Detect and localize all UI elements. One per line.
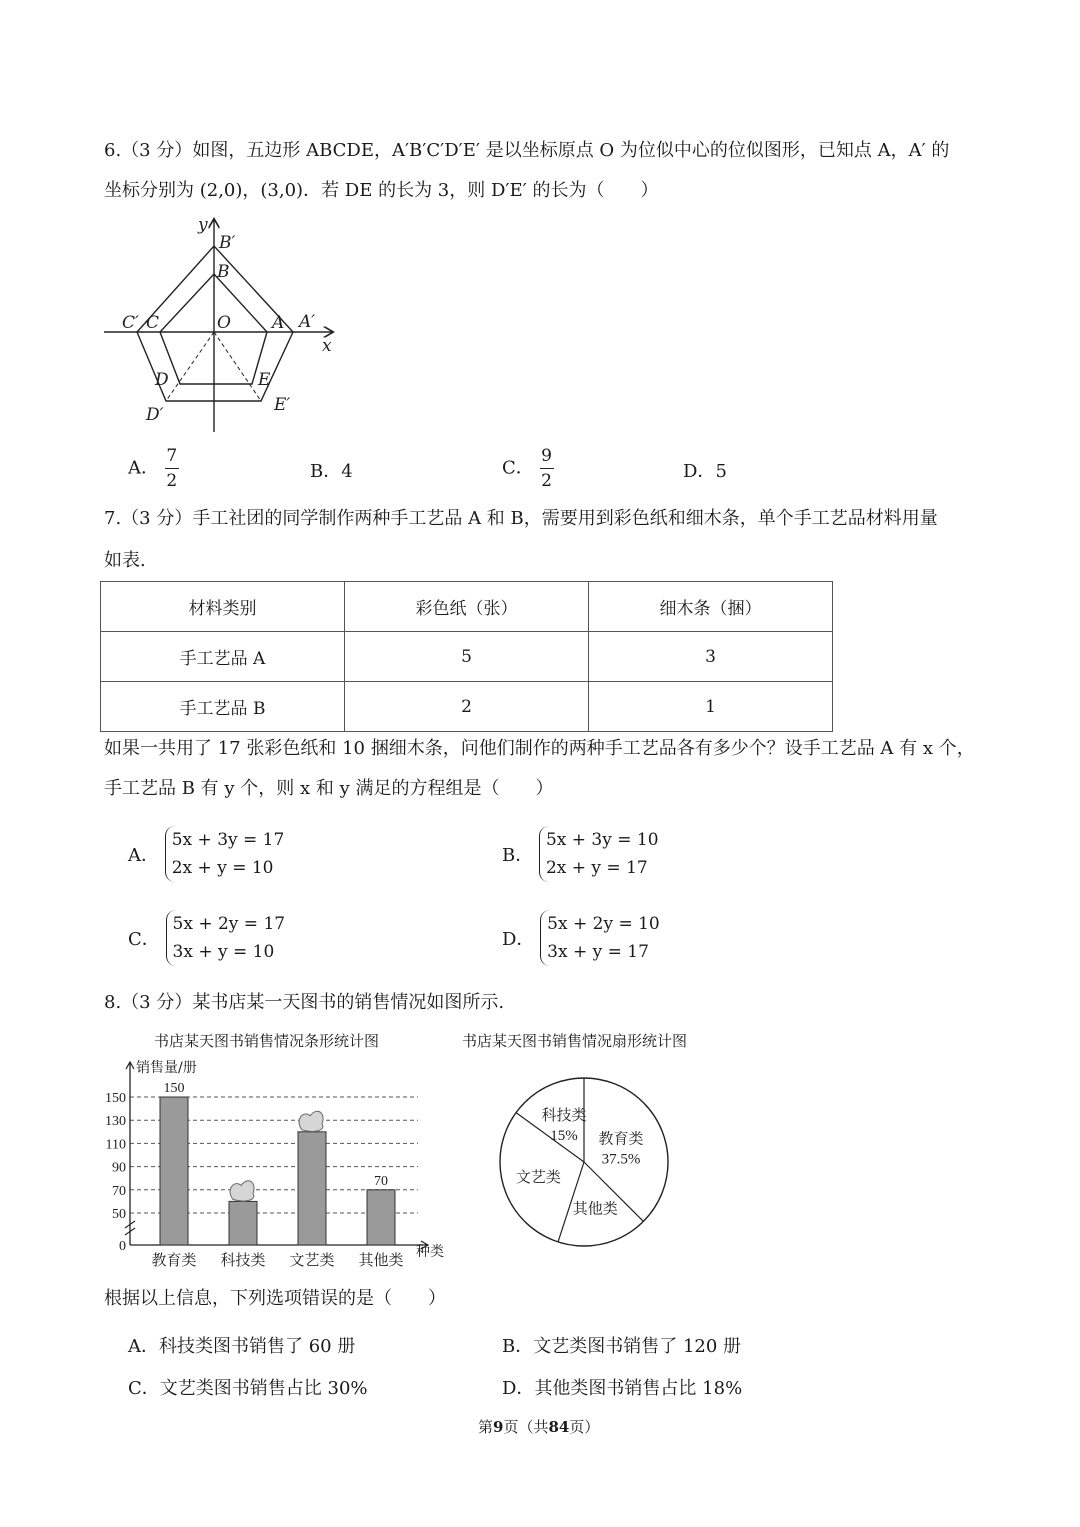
bar-3 [298,1132,326,1245]
bar-chart-xlabel: 种类 [416,1244,444,1260]
category-label: 教育类 [151,1251,197,1269]
equation-system: 5x + 2y = 10 3x + y = 17 [540,910,660,966]
pie-chart [480,1062,720,1262]
table-row [101,632,833,682]
table-header: 材料类别 [101,582,345,632]
ray-oe [214,332,261,401]
pie-slice-label: 教育类 [598,1129,644,1148]
label-a-prime: A′ [299,312,316,332]
y-tick-label: 0 [119,1239,126,1254]
ink-blot [230,1181,254,1201]
q6-option-a[interactable] [128,446,179,491]
label-o: O [217,313,231,333]
y-tick-label: 50 [112,1207,126,1222]
bar-chart-ylabel: 销售量/册 [136,1060,197,1076]
bar-4 [367,1190,395,1245]
label-c-prime: C′ [122,313,139,333]
table-cell: 5 [345,632,589,682]
table-cell: 手工艺品 A [101,632,345,682]
q6-stem-line1: 6.（3 分）如图，五边形 ABCDE，A′B′C′D′E′ 是以坐标原点 O 为位似中心的位似图形，已知点 A，A′ 的 [104,140,950,161]
y-tick-label: 150 [105,1091,126,1106]
pie-slice-label: 其他类 [572,1199,618,1218]
table-header-row [101,582,833,632]
category-label: 其他类 [358,1251,404,1269]
q7-stem-line2: 如表. [104,550,146,571]
pie-slice-percent: 15% [550,1127,578,1144]
pie-slice-label: 文艺类 [515,1167,561,1186]
q7-text-line1: 如果一共用了 17 张彩色纸和 10 捆细木条，问他们制作的两种手工艺品各有多少个？设手工艺品 A 有 x 个， [104,738,975,759]
label-d-prime: D′ [146,405,164,425]
pie-chart-title: 书店某天图书销售情况扇形统计图 [462,1032,688,1050]
bar-chart-title: 书店某天图书销售情况条形统计图 [154,1032,380,1050]
table-cell: 3 [589,632,833,682]
table-cell: 1 [589,682,833,732]
bar-value-label: 150 [163,1081,185,1096]
q6-option-b[interactable]: B．4 [310,461,353,482]
equation-system: 5x + 2y = 17 3x + y = 10 [166,910,286,966]
y-tick-label: 90 [112,1160,126,1176]
table-row [101,682,833,732]
q7-option-a[interactable]: A． 5x + 3y = 17 2x + y = 10 [128,826,284,882]
pie-slice-label: 科技类 [541,1105,587,1124]
pie-slice-percent: 37.5% [601,1151,641,1168]
ink-blot [299,1111,323,1131]
page-footer: 第9页（共84页） [478,1418,600,1436]
label-e: E [258,370,271,390]
q8-question: 根据以上信息，下列选项错误的是（ ） [104,1288,446,1309]
q6-option-a-fraction: $\frac{7}{2}$ [166,446,178,491]
footer-total-pages: 84 [548,1418,570,1436]
bar-2 [229,1201,257,1245]
q7-option-c[interactable]: C． 5x + 2y = 17 3x + y = 10 [128,910,285,966]
q6-option-a-letter: A． [128,457,159,479]
label-a: A [272,313,285,333]
q6-stem-line2: 坐标分别为 (2,0)，(3,0)．若 DE 的长为 3，则 D′E′ 的长为（ ） [104,180,659,201]
y-tick-label: 130 [105,1114,126,1130]
label-e-prime: E′ [274,395,291,415]
bar-value-label: 70 [374,1173,388,1189]
q6-option-c-fraction: $\frac{9}{2}$ [541,446,552,491]
q8-stem: 8.（3 分）某书店某一天图书的销售情况如图所示. [104,992,505,1013]
q7-option-d[interactable]: D． 5x + 2y = 10 3x + y = 17 [502,910,660,966]
q8-option-d[interactable]: D．其他类图书销售占比 18% [502,1378,743,1399]
q6-option-d[interactable]: D．5 [683,461,727,482]
q8-option-a[interactable]: A．科技类图书销售了 60 册 [128,1336,356,1357]
equation-system: 5x + 3y = 10 2x + y = 17 [539,826,659,882]
q6-option-c[interactable] [502,446,554,491]
label-b-prime: B′ [219,233,236,253]
q7-text-line2: 手工艺品 B 有 y 个，则 x 和 y 满足的方程组是（ ） [104,778,554,799]
label-b: B [217,262,230,282]
q7-option-b[interactable]: B． 5x + 3y = 10 2x + y = 17 [502,826,659,882]
y-tick-label: 110 [105,1137,126,1153]
footer-page-number: 9 [493,1418,504,1436]
y-tick-label: 70 [112,1183,126,1199]
table-header: 细木条（捆） [589,582,833,632]
label-d: D [155,370,169,390]
bar-1 [160,1097,188,1245]
category-label: 科技类 [220,1251,266,1269]
q6-option-c-letter: C． [502,457,534,479]
q7-material-table [100,581,833,732]
q7-stem-line1: 7.（3 分）手工社团的同学制作两种手工艺品 A 和 B，需要用到彩色纸和细木条，单个手工艺品材料用量 [104,508,938,529]
label-y: y [198,215,208,235]
table-cell: 2 [345,682,589,732]
table-header: 彩色纸（张） [345,582,589,632]
equation-system: 5x + 3y = 17 2x + y = 10 [165,826,285,882]
label-x: x [322,336,332,356]
category-label: 文艺类 [289,1251,335,1269]
label-c: C [146,313,160,333]
bar-chart [100,1050,460,1280]
q8-option-b[interactable]: B．文艺类图书销售了 120 册 [502,1336,742,1357]
q6-pentagon-figure [100,214,360,438]
table-cell: 手工艺品 B [101,682,345,732]
q8-option-c[interactable]: C．文艺类图书销售占比 30% [128,1378,368,1399]
